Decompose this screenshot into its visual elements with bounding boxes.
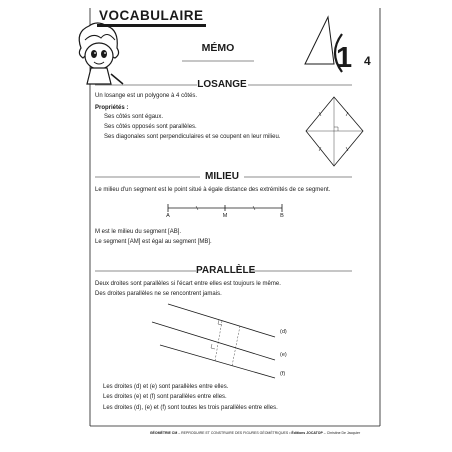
losange-property: Ses diagonales sont perpendiculaires et se coupent en leur milieu. xyxy=(104,134,281,140)
milieu-note: M est le milieu du segment [AB]. xyxy=(95,229,182,235)
section-title-losange: LOSANGE xyxy=(197,79,247,90)
parallele-definition: Des droites parallèles ne se rencontrent jamais. xyxy=(95,291,222,297)
losange-property: Ses côtés opposés sont parallèles. xyxy=(104,124,197,130)
page-footer: GÉOMÉTRIE CM – REPRODUIRE ET CONSTRUIRE DES FIGURES GÉOMÉTRIQUES • Éditions JOCATOP – Christine De Jacquier xyxy=(149,431,361,435)
footer-chapter: REPRODUIRE ET CONSTRUIRE DES FIGURES GÉOMÉTRIQUES xyxy=(181,431,289,435)
line-label-d: (d) xyxy=(280,329,287,335)
point-label-a: A xyxy=(166,213,170,219)
milieu-definition: Le milieu d'un segment est le point situé à égale distance des extrémités de ce segment. xyxy=(95,187,331,193)
footer-publisher: Éditions JOCATOP xyxy=(291,431,323,435)
parallele-note: Les droites (e) et (f) sont parallèles entre elles. xyxy=(103,394,227,400)
line-label-f: (f) xyxy=(280,371,286,377)
line-label-e: (e) xyxy=(280,352,287,358)
footer-book: GÉOMÉTRIE CM xyxy=(149,431,178,435)
section-title-milieu: MILIEU xyxy=(205,171,239,182)
milieu-note: Le segment [AM] est égal au segment [MB]. xyxy=(95,239,212,245)
parallele-note: Les droites (d), (e) et (f) sont toutes les trois parallèles entre elles. xyxy=(103,405,278,411)
point-label-b: B xyxy=(280,213,284,219)
parallele-definition: Deux droites sont parallèles si l'écart entre elles est toujours le même. xyxy=(95,281,281,287)
chapter-number: 1 xyxy=(336,42,353,74)
page-title: MÉMO xyxy=(201,42,235,54)
point-label-m: M xyxy=(222,213,228,219)
chapter-subnumber: 4 xyxy=(364,54,371,68)
losange-definition: Un losange est un polygone à 4 côtés. xyxy=(95,93,198,99)
section-title-parallele: PARALLÈLE xyxy=(196,265,256,276)
footer-author: Christine De Jacquier xyxy=(326,431,361,435)
losange-property: Ses côtés sont égaux. xyxy=(104,114,164,120)
parallele-note: Les droites (d) et (e) sont parallèles entre elles. xyxy=(103,384,229,390)
losange-properties-label: Propriétés : xyxy=(95,105,129,111)
vocabulary-tab: VOCABULAIRE xyxy=(97,9,206,27)
